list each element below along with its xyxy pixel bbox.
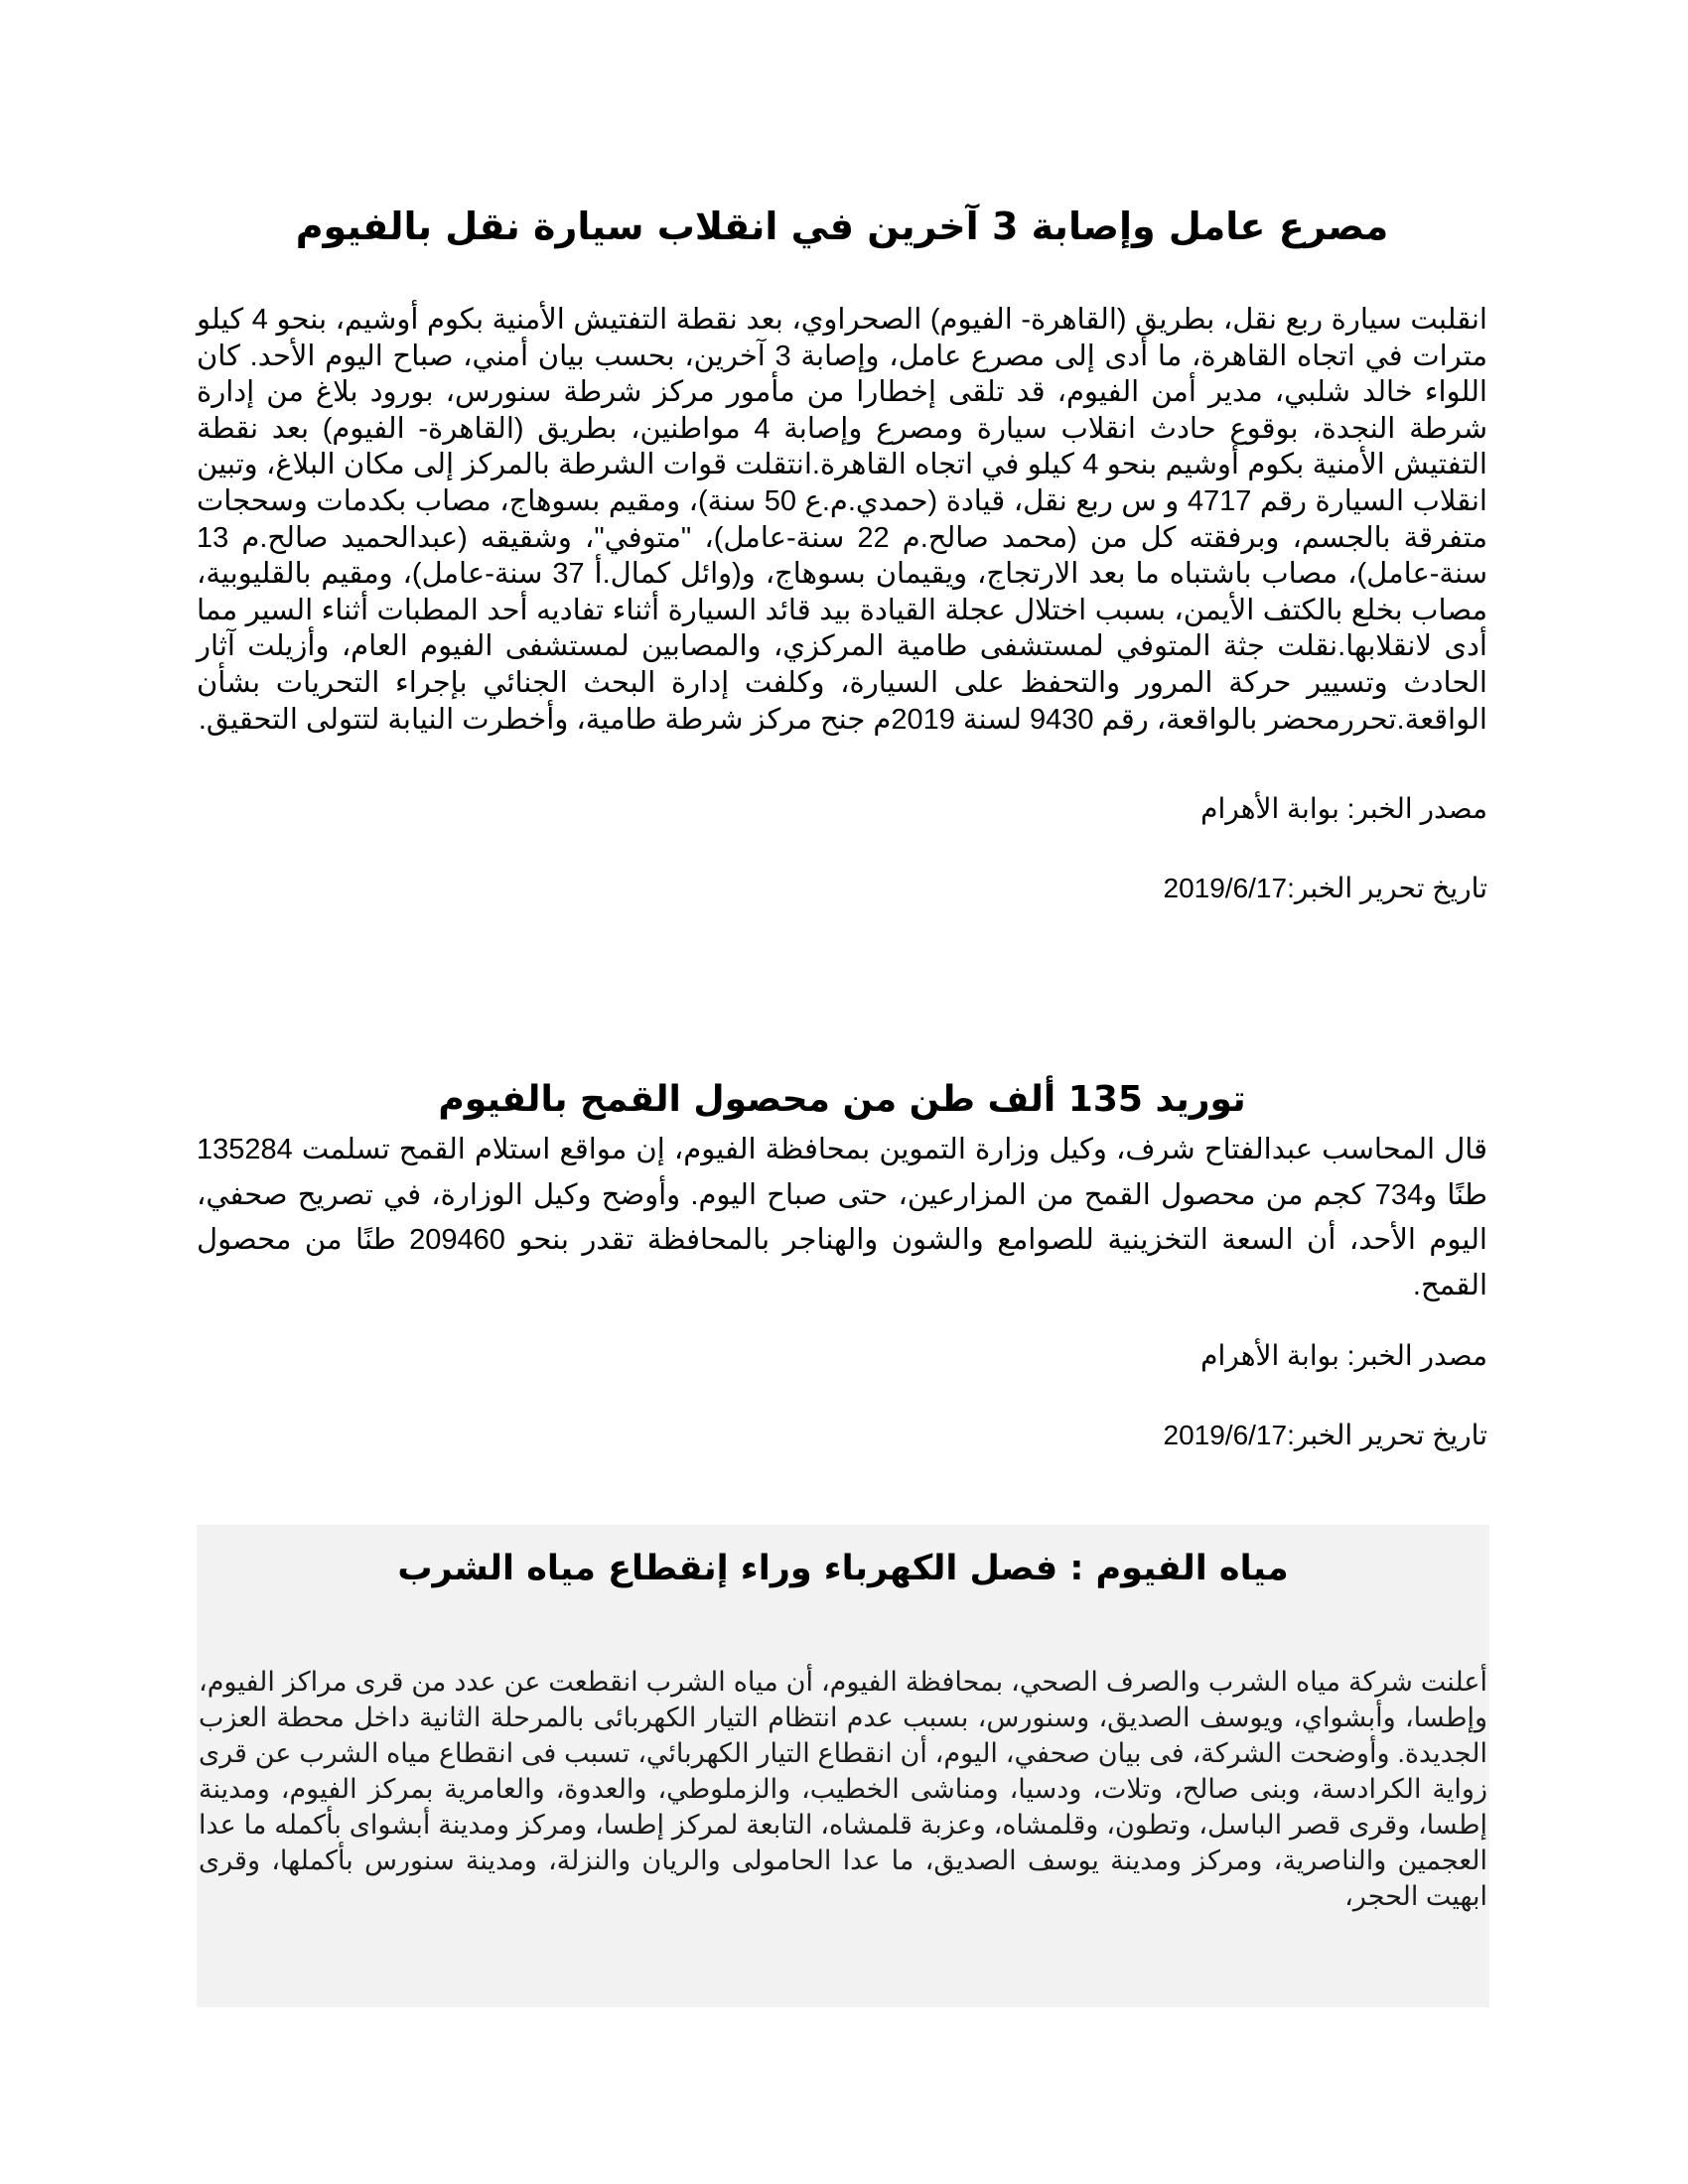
news-article <box>197 199 1487 908</box>
article-headline: مصرع عامل وإصابة 3 آخرين في انقلاب سيارة نقل بالفيوم <box>295 205 1389 248</box>
article-headline: مياه الفيوم : فصل الكهرباء وراء إنقطاع مياه الشرب <box>397 1549 1289 1588</box>
article-date: تاريخ تحرير الخبر:2019/6/17 <box>1163 873 1487 904</box>
article-date: تاريخ تحرير الخبر:2019/6/17 <box>1163 1420 1487 1450</box>
article-body: انقلبت سيارة ربع نقل، بطريق (القاهرة- الفيوم) الصحراوي، بعد نقطة التفتيش الأمنية بكوم أوشيم، بنحو 4 كيلو مترات في اتجاه القاهرة، ما أدى إلى مصرع عامل، وإصابة 3 آخرين، بحسب بيان أمني، صباح اليوم الأحد. كان اللواء خالد شلبي، مدير أمن الفيوم، قد تلقى إخطارا من مأمور مركز شرطة سنورس، بورود بلاغ من إدارة شرطة النجدة، بوقوع حادث انقلاب سيارة ومصرع وإصابة 4 مواطنين، بطريق (القاهرة- الفيوم) بعد نقطة التفتيش الأمنية بكوم أوشيم بنحو 4 كيلو في اتجاه القاهرة.انتقلت قوات الشرطة بالمركز إلى مكان البلاغ، وتبين انقلاب السيارة رقم 4717 و س ربع نقل، قيادة (حمدي.م.ع 50 سنة)، ومقيم بسوهاج، مصاب بكدمات وسحجات متفرقة بالجسم، وبرفقته كل من (محمد صالح.م 22 سنة-عامل)، "متوفي"، وشقيقه (عبدالحميد صالح.م 13 سنة-عامل)، مصاب باشتباه ما بعد الارتجاج، ويقيمان بسوهاج، و(وائل كمال.أ 37 سنة-عامل)، ومقيم بالقليوبية، مصاب بخلع بالكتف الأيمن، بسبب اختلال عجلة القيادة بيد قائد السيارة أثناء تفاديه أحد المطبات أثناء السير مما أدى لانقلابها.نقلت جثة المتوفي لمستشفى طامية المركزي، والمصابين لمستشفى الفيوم العام، وأزيلت آثار الحادث وتسيير حركة المرور والتحفظ على السيارة، وكلفت إدارة البحث الجنائي بإجراء التحريات بشأن الواقعة.تحررمحضر بالواقعة، رقم 9430 لسنة 2019م جنح مركز شرطة طامية، وأخطرت النيابة لتتولى التحقيق. <box>197 304 1487 736</box>
article-body: قال المحاسب عبدالفتاح شرف، وكيل وزارة التموين بمحافظة الفيوم، إن مواقع استلام القمح تسلمت 135284 طنًا و734 كجم من محصول القمح من المزارعين، حتى صباح اليوم. وأوضح وكيل الوزارة، في تصريح صحفي، اليوم الأحد، أن السعة التخزينية للصوامع والشون والهناجر بالمحافظة تقدر بنحو 209460 طنًا من محصول القمح. <box>197 1134 1487 1301</box>
article-source: مصدر الخبر: بوابة الأهرام <box>1200 1340 1487 1371</box>
news-article <box>197 1072 1487 1455</box>
news-article-shaded <box>197 1525 1489 2007</box>
article-headline: توريد 135 ألف طن من محصول القمح بالفيوم <box>438 1079 1246 1120</box>
article-source: مصدر الخبر: بوابة الأهرام <box>1200 793 1487 825</box>
article-body: أعلنت شركة مياه الشرب والصرف الصحي، بمحافظة الفيوم، أن مياه الشرب انقطعت عن عدد من قرى مراكز الفيوم، وإطسا، وأبشواي، ويوسف الصديق، وسنورس، بسبب عدم انتظام التيار الكهربائى بالمرحلة الثانية داخل محطة العزب الجديدة. وأوضحت الشركة، فى بيان صحفي، اليوم، أن انقطاع التيار الكهربائي، تسبب فى انقطاع مياه الشرب عن قرى زواية الكرادسة، وبنى صالح، وتلات، ودسيا، ومناشى الخطيب، والزملوطي، والعدوة، والعامرية بمركز الفيوم، ومدينة إطسا، وقرى قصر الباسل، وتطون، وقلمشاه، وعزبة قلمشاه، التابعة لمركز إطسا، ومركز ومدينة أبشواى بأكمله ما عدا العجمين والناصرية، ومركز ومدينة يوسف الصديق، ما عدا الحامولى والريان والنزلة، ومدينة سنورس بأكملها، وقرى ابهيت الحجر، <box>199 1667 1488 1911</box>
